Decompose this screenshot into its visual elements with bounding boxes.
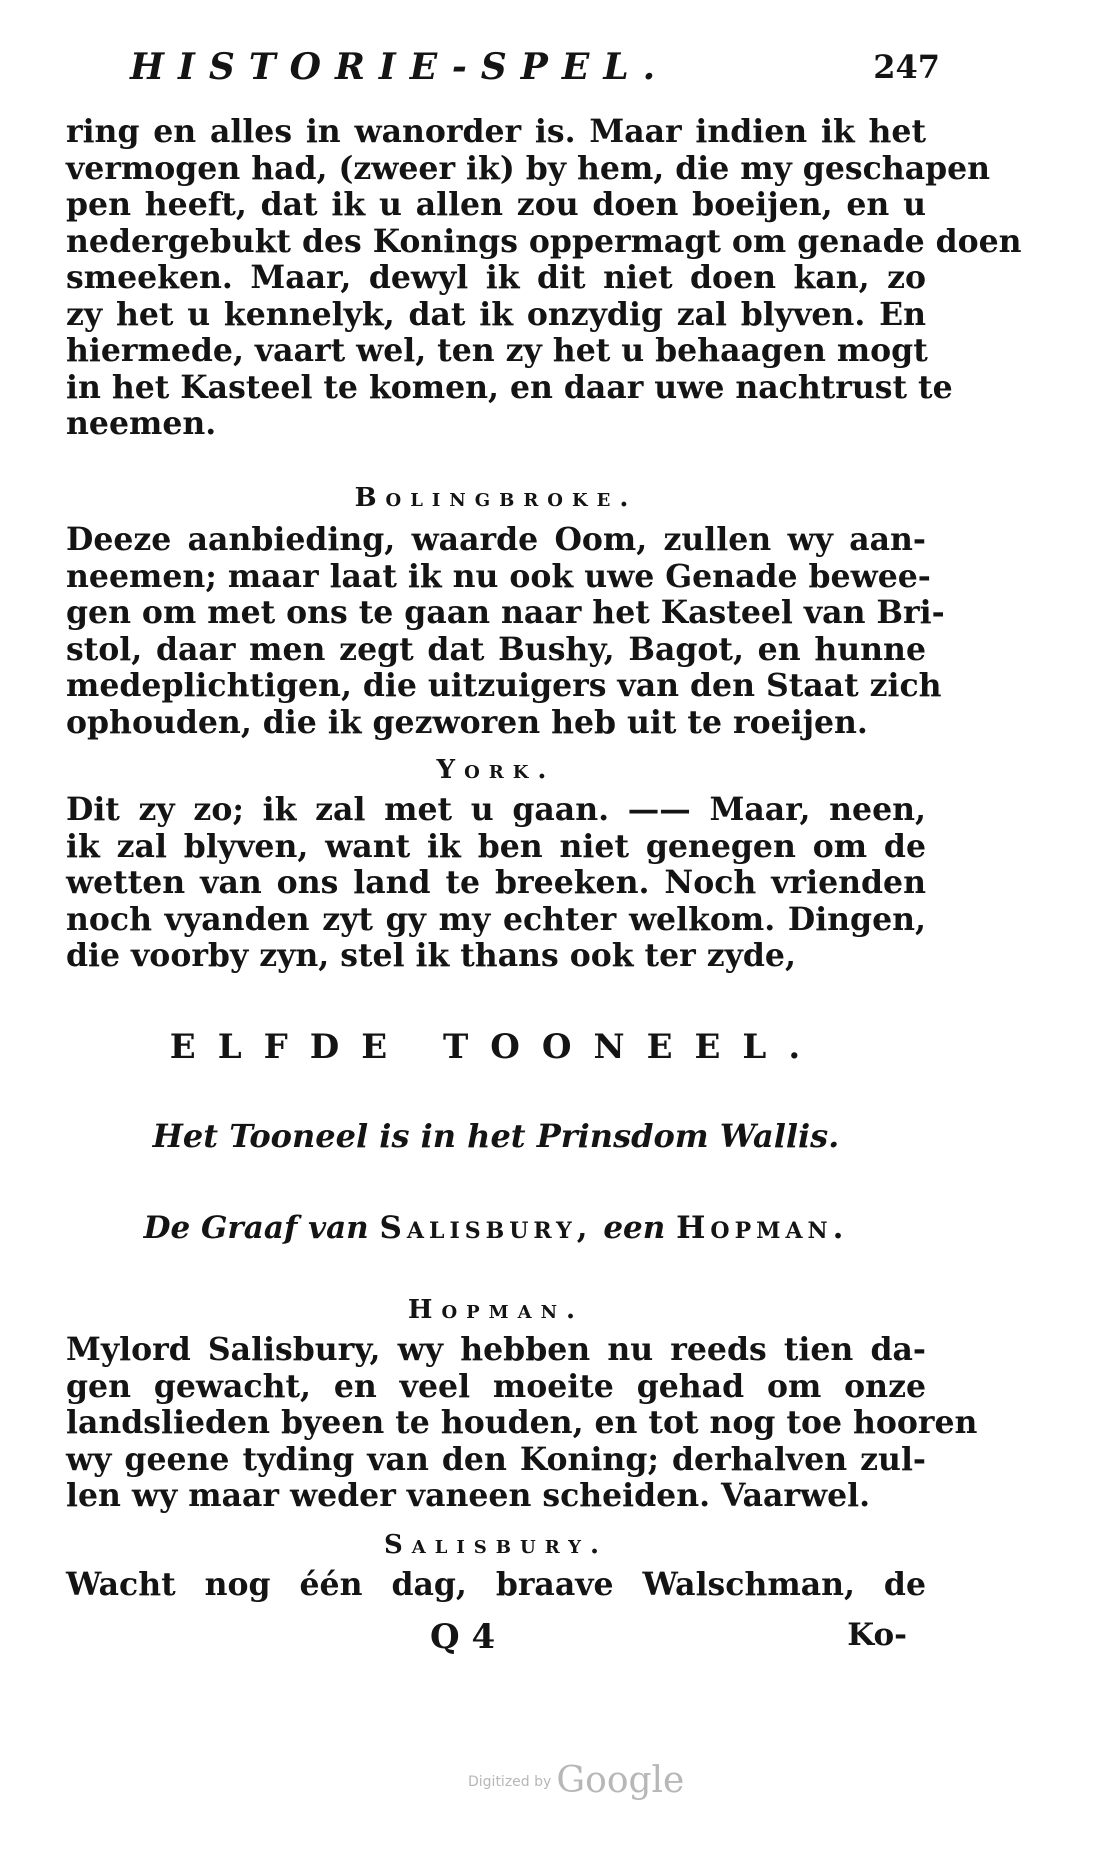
text-line: neemen. <box>66 405 217 442</box>
page-number: 247 <box>873 48 940 86</box>
google-logo: Google <box>556 1760 685 1801</box>
dramatis-personae <box>66 1210 926 1246</box>
text-line: wy geene tyding van den Koning; derhalven zul- <box>66 1440 926 1478</box>
text-line: ik zal blyven, want ik ben niet genegen om de <box>66 827 926 865</box>
characters-prefix: De Graaf van <box>143 1210 369 1246</box>
speaker-salisbury: Salisbury. <box>383 1530 609 1560</box>
text-line: in het Kasteel te komen, en daar uwe nachtrust te <box>66 368 953 406</box>
text-line: gen om met ons te gaan naar het Kasteel van Bri- <box>66 594 945 631</box>
text-line: die voorby zyn, stel ik thans ook ter zyde, <box>66 937 796 974</box>
speaker-bolingbroke: Bolingbroke. <box>354 483 638 513</box>
character-salisbury: Salisbury, <box>379 1210 593 1246</box>
text-line: neemen; maar laat ik nu ook uwe Genade bewee- <box>66 557 931 595</box>
text-line: stol, daar men zegt dat Bushy, Bagot, en hunne <box>66 630 926 668</box>
text-line: Mylord Salisbury, wy hebben nu reeds tien da- <box>66 1331 926 1368</box>
digitized-watermark <box>468 1760 684 1810</box>
passage-4 <box>66 1331 978 1515</box>
text-line: noch vyanden zyt gy my echter welkom. Dingen, <box>66 900 926 938</box>
text-line: Dit zy zo; ik zal met u gaan. —— Maar, neen, <box>66 791 926 828</box>
scene-heading: ELFDE TOONEEL. <box>169 1027 823 1067</box>
text-line: pen heeft, dat ik u allen zou doen boeijen, en u <box>66 186 926 223</box>
text-line: gen gewacht, en veel moeite gehad om onze <box>66 1367 926 1405</box>
text-line: nedergebukt des Konings oppermagt om genade doen <box>66 222 1022 260</box>
text-line: landslieden byeen te houden, en tot nog toe hooren <box>66 1404 978 1441</box>
text-line: medeplichtigen, die uitzuigers van den Staat zich <box>66 667 942 704</box>
text-line: ring en alles in wanorder is. Maar indien ik het <box>66 113 926 150</box>
text-line: Wacht nog één dag, braave Walschman, de <box>66 1566 926 1603</box>
catchword: Ko- <box>847 1617 907 1653</box>
signature-mark: Q 4 <box>430 1617 496 1657</box>
running-title: HISTORIE-SPEL. <box>130 46 670 88</box>
characters-joiner: een <box>603 1210 666 1246</box>
passage-5 <box>66 1567 926 1604</box>
passage-3 <box>66 792 926 975</box>
text-line: Deeze aanbieding, waarde Oom, zullen wy aan- <box>66 521 926 558</box>
text-line: ophouden, die ik gezworen heb uit te roeijen. <box>66 703 868 741</box>
text-line: wetten van ons land te breeken. Noch vrienden <box>66 864 926 901</box>
character-hopman: Hopman. <box>676 1210 849 1246</box>
text-line: hiermede, vaart wel, ten zy het u behaagen mogt <box>66 332 928 369</box>
running-header <box>120 46 940 96</box>
passage-1 <box>66 113 1022 443</box>
text-line: smeeken. Maar, dewyl ik dit niet doen kan, zo <box>66 259 926 296</box>
passage-2 <box>66 521 945 741</box>
speaker-hopman: Hopman. <box>407 1295 585 1325</box>
scene-location: Het Tooneel is in het Prinsdom Wallis. <box>152 1117 840 1155</box>
text-line: len wy maar weder vaneen scheiden. Vaarwel. <box>66 1477 871 1514</box>
speaker-york: York. <box>436 755 556 785</box>
text-line: vermogen had, (zweer ik) by hem, die my geschapen <box>66 149 991 187</box>
watermark-prefix: Digitized by <box>468 1774 552 1790</box>
text-line: zy het u kennelyk, dat ik onzydig zal blyven. En <box>66 295 926 333</box>
